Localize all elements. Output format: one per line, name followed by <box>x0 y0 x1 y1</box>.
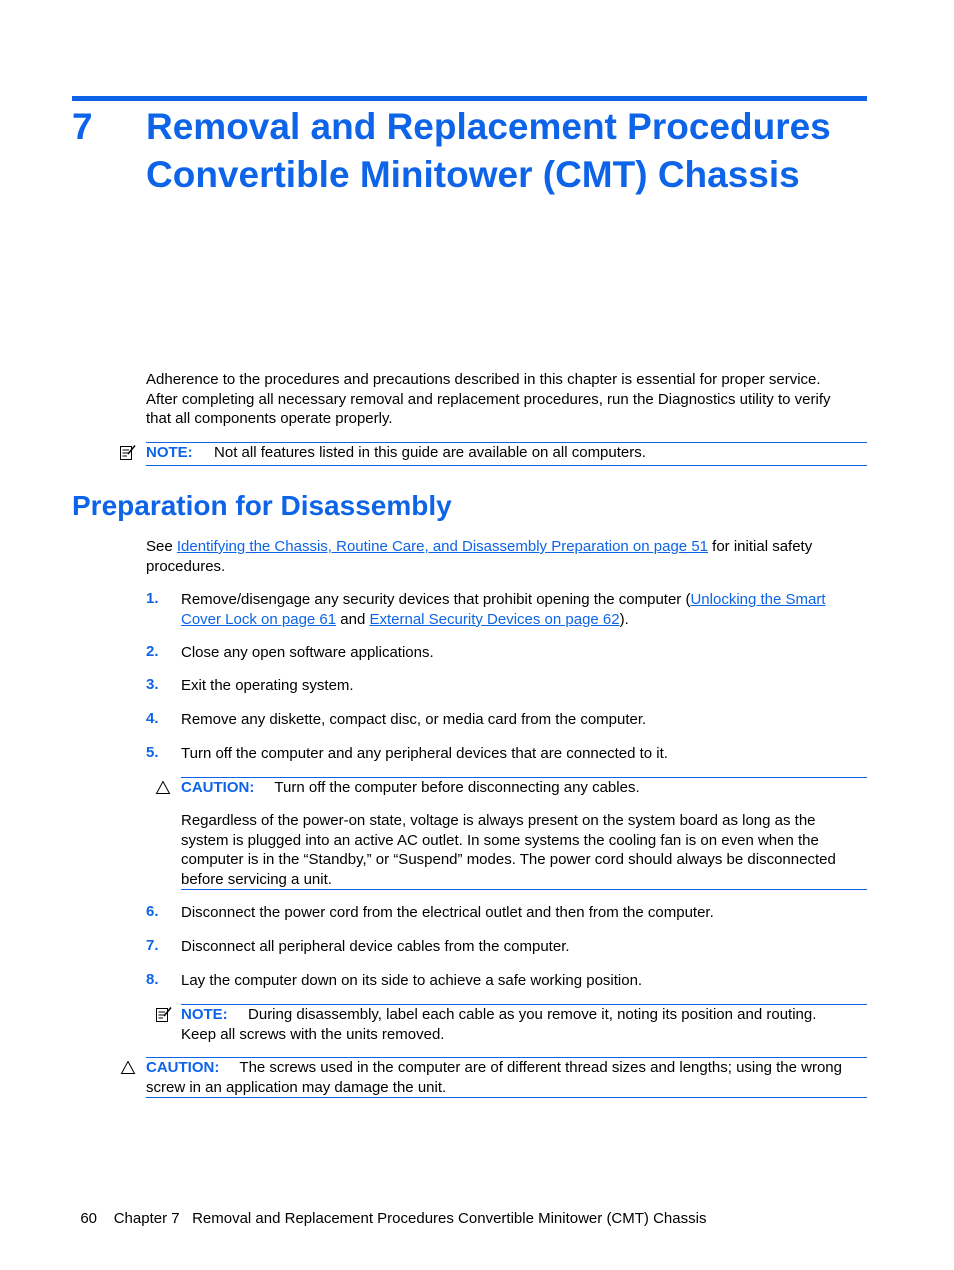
step-number: 3. <box>146 676 159 693</box>
step-number: 8. <box>146 971 159 988</box>
caution-text-line2: screw in an application may damage the unit. <box>146 1078 447 1096</box>
chapter-title <box>146 103 876 199</box>
step-number: 4. <box>146 710 159 727</box>
intro-line: that all components operate properly. <box>146 410 393 427</box>
step-text: Disconnect the power cord from the electrical outlet and then from the computer. <box>181 904 714 921</box>
smart-cover-lock-link[interactable]: Unlocking the Smart <box>690 591 826 608</box>
step-text: and <box>336 610 370 628</box>
see-suffix: for initial safety <box>708 538 813 555</box>
warning-triangle-icon <box>120 1060 136 1080</box>
caution-rule-bottom <box>181 889 867 890</box>
chapter-rule <box>72 96 867 101</box>
footer-text: Chapter 7 Removal and Replacement Procedures Convertible Minitower (CMT) Chassis <box>113 1210 707 1227</box>
external-security-link[interactable]: External Security Devices on page 62 <box>369 610 620 628</box>
step-text: Exit the operating system. <box>181 677 354 694</box>
step-text: Close any open software applications. <box>181 644 434 661</box>
step-text: Lay the computer down on its side to achieve a safe working position. <box>181 972 643 989</box>
intro-paragraph <box>146 370 876 429</box>
note-icon <box>119 444 137 466</box>
caution-paragraph <box>181 811 871 889</box>
note-2 <box>181 1005 871 1044</box>
step-number: 5. <box>146 744 159 761</box>
step-number: 6. <box>146 903 159 920</box>
step-number: 1. <box>146 590 159 607</box>
page-number: 60 <box>80 1210 98 1227</box>
note-label: NOTE: <box>181 1006 228 1023</box>
chapter-title-line2: Convertible Minitower (CMT) Chassis <box>146 154 800 195</box>
step-text: Disconnect all peripheral device cables from the computer. <box>181 938 570 955</box>
caution-1 <box>181 778 640 798</box>
step-1-text <box>181 590 871 629</box>
section-heading: Preparation for Disassembly <box>72 490 452 521</box>
note-text: Not all features listed in this guide are available on all computers. <box>214 444 646 461</box>
chapter-number: 7 <box>72 106 93 147</box>
note-rule-bottom <box>146 465 867 466</box>
caution-text: The screws used in the computer are of different thread sizes and lengths; using the wrong <box>239 1059 842 1076</box>
caution-line: before servicing a unit. <box>181 870 332 888</box>
step-text: ). <box>619 610 629 628</box>
caution-line: Regardless of the power-on state, voltage is always present on the system board as long as the <box>181 812 816 829</box>
see-prefix: See <box>146 538 177 555</box>
note-label: NOTE: <box>146 444 193 461</box>
step-number: 2. <box>146 643 159 660</box>
note-text-line2: Keep all screws with the units removed. <box>181 1025 445 1043</box>
intro-line: Adherence to the procedures and precautions described in this chapter is essential for proper service. <box>146 371 821 388</box>
note-text: During disassembly, label each cable as you remove it, noting its position and routing. <box>248 1006 817 1023</box>
step-number: 7. <box>146 937 159 954</box>
step-text: Turn off the computer and any peripheral devices that are connected to it. <box>181 745 668 762</box>
caution-label: CAUTION: <box>146 1059 220 1076</box>
note-icon <box>155 1006 173 1028</box>
step-text: Remove any diskette, compact disc, or media card from the computer. <box>181 711 647 728</box>
page-footer <box>72 1193 706 1227</box>
caution-2 <box>146 1058 871 1097</box>
chapter-title-line1: Removal and Replacement Procedures <box>146 106 831 147</box>
see-paragraph <box>146 537 871 576</box>
intro-line: After completing all necessary removal and replacement procedures, run the Diagnostics utility to verify <box>146 390 831 408</box>
warning-triangle-icon <box>155 780 171 800</box>
smart-cover-lock-link-cont[interactable]: Cover Lock on page 61 <box>181 610 337 628</box>
note-1 <box>146 443 646 463</box>
caution-line: computer is in the “Standby,” or “Suspend” modes. The power cord should always be disconnected <box>181 851 836 868</box>
caution-line: system is plugged into an active AC outlet. In some systems the cooling fan is on even when the <box>181 831 819 849</box>
step-text: Remove/disengage any security devices that prohibit opening the computer ( <box>181 591 691 608</box>
see-line2: procedures. <box>146 557 226 575</box>
cross-reference-link[interactable]: Identifying the Chassis, Routine Care, and Disassembly Preparation on page 51 <box>176 538 708 555</box>
caution-text: Turn off the computer before disconnecting any cables. <box>274 779 640 796</box>
caution-label: CAUTION: <box>181 779 255 796</box>
caution-rule-bottom <box>146 1097 867 1098</box>
